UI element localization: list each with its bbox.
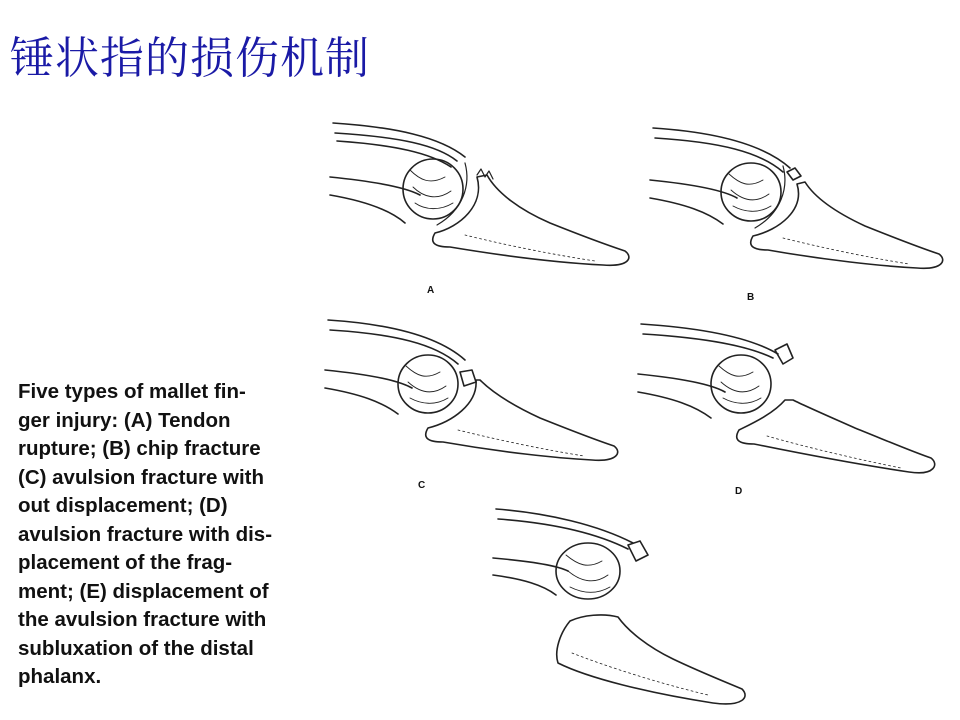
caption-line: ger injury: (A) Tendon <box>18 408 231 432</box>
panel-label-c: C <box>418 480 426 491</box>
finger-drawing-b <box>645 120 955 290</box>
finger-drawing-e <box>488 503 763 718</box>
slide-title: 锤状指的损伤机制 <box>10 33 370 84</box>
finger-drawing-a <box>325 115 645 290</box>
caption-line: (C) avulsion fracture with <box>18 465 265 489</box>
finger-drawing-d <box>633 316 948 486</box>
finger-illustration-e <box>488 503 763 718</box>
caption-line: subluxation of the distal <box>18 636 254 660</box>
panel-label-b: B <box>747 292 755 303</box>
caption-line: avulsion fracture with dis- <box>18 522 273 546</box>
caption-line: placement of the frag- <box>18 551 233 574</box>
caption-line: phalanx. <box>18 665 102 688</box>
finger-illustration-c <box>320 312 640 491</box>
finger-drawing-c <box>320 312 640 482</box>
caption-line: Five types of mallet fin- <box>18 380 246 403</box>
finger-illustration-d <box>633 316 948 497</box>
panel-label-d: D <box>735 486 743 497</box>
caption-line: the avulsion fracture with <box>18 608 267 631</box>
finger-illustration-b <box>645 120 955 303</box>
figure-caption <box>18 378 300 692</box>
panel-label-a: A <box>427 285 435 296</box>
caption-line: rupture; (B) chip fracture <box>18 437 261 460</box>
finger-illustration-a <box>325 115 645 296</box>
caption-line: out displacement; (D) <box>18 494 228 517</box>
caption-line: ment; (E) displacement of <box>18 579 269 603</box>
